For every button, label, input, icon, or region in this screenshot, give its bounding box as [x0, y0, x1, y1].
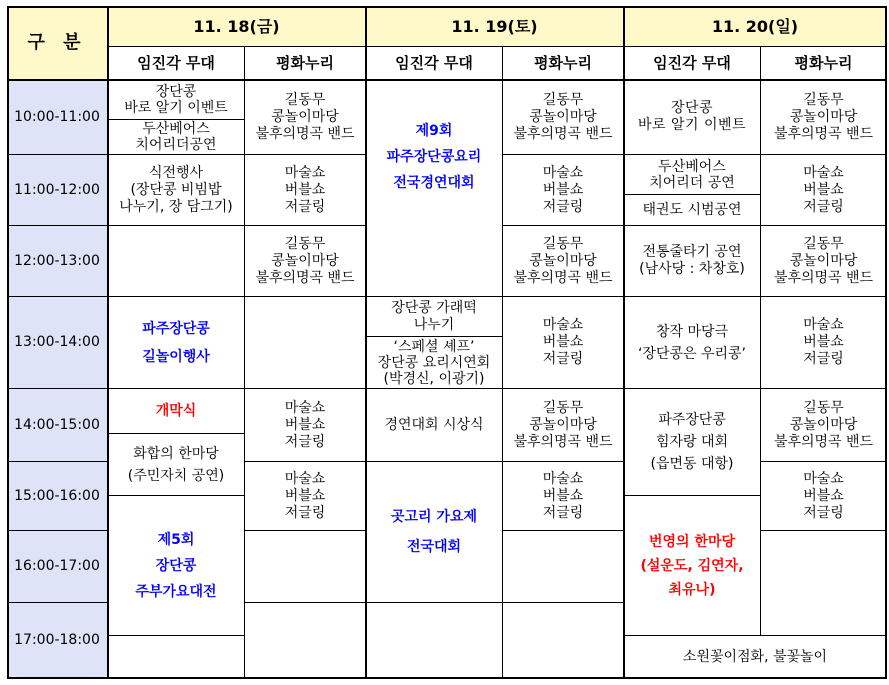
event-cell: 마술쇼 버블쇼 저글링 [245, 155, 366, 226]
event-cell: 두산베어스 치어리더 공연 [624, 155, 761, 195]
venue-header: 평화누리 [761, 47, 887, 80]
event-cell: 마술쇼 버블쇼 저글링 [245, 462, 366, 531]
time-slot: 17:00-18:00 [7, 603, 108, 679]
empty-cell [108, 636, 245, 679]
event-cell: 창작 마당극 ‘장단콩은 우리콩’ [624, 297, 761, 389]
event-cell: 두산베어스 치어리더공연 [108, 120, 245, 155]
day-header-sat: 11. 19(토) [366, 6, 624, 47]
time-slot: 15:00-16:00 [7, 462, 108, 531]
day-header-fri: 11. 18(금) [108, 6, 366, 47]
event-cell: 마술쇼 버블쇼 저글링 [503, 462, 624, 531]
event-cell: 마술쇼 버블쇼 저글링 [245, 389, 366, 462]
event-cell: 길동무 콩놀이마당 불후의명곡 밴드 [503, 80, 624, 155]
event-cell: 제9회 파주장단콩요리 전국경연대회 [366, 80, 503, 297]
event-cell: 마술쇼 버블쇼 저글링 [503, 297, 624, 389]
event-cell: 파주장단콩 힘자랑 대회 (읍면동 대항) [624, 389, 761, 496]
event-cell: 마술쇼 버블쇼 저글링 [761, 462, 887, 531]
empty-cell [108, 226, 245, 297]
empty-cell [245, 603, 366, 679]
empty-cell [503, 531, 624, 603]
empty-cell [245, 531, 366, 603]
empty-cell [761, 531, 887, 636]
event-cell: 길동무 콩놀이마당 불후의명곡 밴드 [245, 226, 366, 297]
venue-header: 평화누리 [503, 47, 624, 80]
event-cell: 길동무 콩놀이마당 불후의명곡 밴드 [503, 389, 624, 462]
empty-cell [503, 603, 624, 679]
event-cell: 마술쇼 버블쇼 저글링 [503, 155, 624, 226]
event-cell: 길동무 콩놀이마당 불후의명곡 밴드 [761, 389, 887, 462]
event-cell: 장단콩 바로 알기 이벤트 [624, 80, 761, 155]
venue-header: 평화누리 [245, 47, 366, 80]
event-cell: 길동무 콩놀이마당 불후의명곡 밴드 [761, 226, 887, 297]
event-cell-highlight: 개막식 [108, 389, 245, 434]
venue-header: 임진각 무대 [366, 47, 503, 80]
event-cell: ‘스페셜 셰프’ 장단콩 요리시연회 (박경신, 이광기) [366, 337, 503, 389]
event-cell-highlight: 번영의 한마당 (설운도, 김연자, 최유나) [624, 496, 761, 636]
time-slot: 16:00-17:00 [7, 531, 108, 603]
event-cell: 태권도 시범공연 [624, 195, 761, 226]
event-cell: 식전행사 (장단콩 비빔밥 나누기, 장 담그기) [108, 155, 245, 226]
event-cell: 파주장단콩 길놀이행사 [108, 297, 245, 389]
event-cell: 경연대회 시상식 [366, 389, 503, 462]
event-cell: 길동무 콩놀이마당 불후의명곡 밴드 [761, 80, 887, 155]
event-cell: 장단콩 가래떡 나누기 [366, 297, 503, 337]
event-cell: 길동무 콩놀이마당 불후의명곡 밴드 [503, 226, 624, 297]
day-header-sun: 11. 20(일) [624, 6, 887, 47]
time-slot: 13:00-14:00 [7, 297, 108, 389]
event-cell: 장단콩 바로 알기 이벤트 [108, 80, 245, 120]
event-cell: 마술쇼 버블쇼 저글링 [761, 297, 887, 389]
venue-header: 임진각 무대 [624, 47, 761, 80]
gubun-header: 구 분 [7, 6, 108, 80]
event-cell: 마술쇼 버블쇼 저글링 [761, 155, 887, 226]
time-slot: 14:00-15:00 [7, 389, 108, 462]
empty-cell [245, 297, 366, 389]
event-cell: 제5회 장단콩 주부가요대전 [108, 496, 245, 636]
empty-cell [366, 603, 503, 679]
event-cell: 화합의 한마당 (주민자치 공연) [108, 434, 245, 496]
event-cell: 전통줄타기 공연 (남사당 : 차창호) [624, 226, 761, 297]
event-cell: 길동무 콩놀이마당 불후의명곡 밴드 [245, 80, 366, 155]
time-slot: 10:00-11:00 [7, 80, 108, 155]
event-cell: 곳고리 가요제 전국대회 [366, 462, 503, 603]
event-cell: 소원꽃이점화, 불꽃놀이 [624, 636, 887, 679]
time-slot: 12:00-13:00 [7, 226, 108, 297]
time-slot: 11:00-12:00 [7, 155, 108, 226]
venue-header: 임진각 무대 [108, 47, 245, 80]
